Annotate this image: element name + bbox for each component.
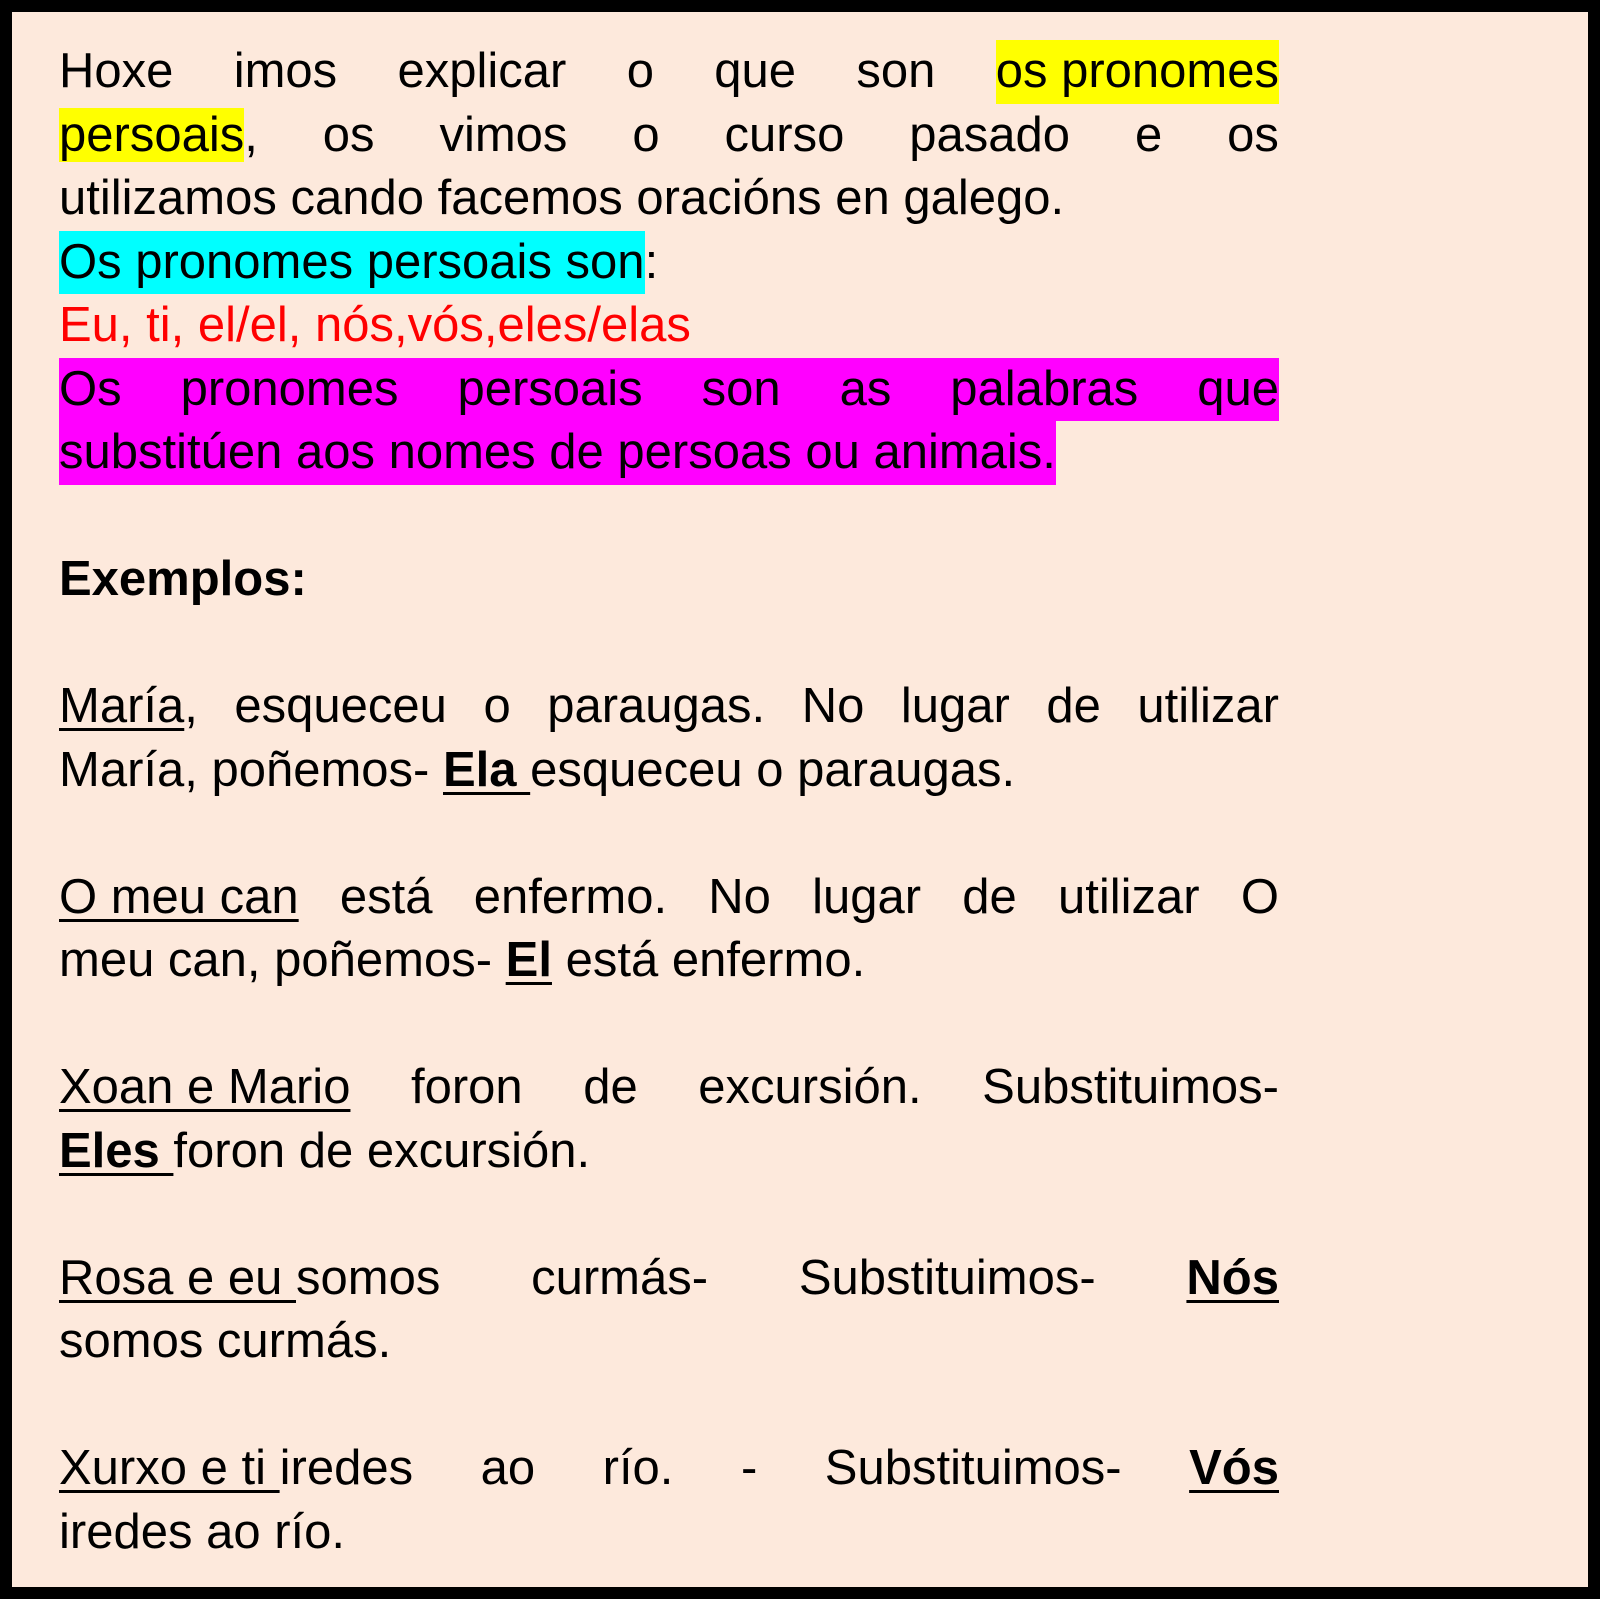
- example-5-line-2: iredes ao río.: [59, 1504, 345, 1559]
- document-body: [59, 40, 1279, 1564]
- pronoun-answer: Eles: [59, 1123, 174, 1178]
- pronoun-answer: Ela: [443, 742, 531, 797]
- example-1-line-2: María, poñemos- Ela esqueceu o paraugas.: [59, 739, 1279, 803]
- definition-line-1: Os pronomes persoais son as palabras que: [59, 358, 1279, 422]
- underlined-subject: O meu can: [59, 869, 299, 924]
- example-3-line-2: Eles foron de excursión.: [59, 1120, 1279, 1184]
- pronoun-answer: Nós: [1186, 1250, 1279, 1305]
- example-2-line-2: meu can, poñemos- El está enfermo.: [59, 929, 1279, 993]
- example-4-line-1: Rosa e eu somos curmás- Substituimos- Nós: [59, 1247, 1279, 1311]
- pronoun-answer: Vós: [1189, 1441, 1279, 1495]
- example-4-line-2: somos curmás.: [59, 1314, 392, 1368]
- word: o: [626, 44, 654, 98]
- example-3-line-1: Xoan e Mario foron de excursión. Substituimos-: [59, 1056, 1279, 1120]
- intro-line-2: persoais, os vimos o curso pasado e os: [59, 104, 1279, 168]
- word: os: [322, 107, 375, 162]
- word: imos: [233, 44, 338, 98]
- underlined-subject: Xurxo e ti: [59, 1441, 280, 1495]
- example-5-line-1: Xurxo e ti iredes ao río. - Substituimos- Vós: [59, 1437, 1279, 1501]
- intro-line-3: utilizamos cando facemos oracións en galego.: [59, 171, 1065, 225]
- highlight-yellow: persoais: [59, 107, 245, 162]
- word: e: [1134, 107, 1163, 162]
- word: os: [1227, 107, 1279, 162]
- list-heading-line: Os pronomes persoais son :: [59, 231, 1279, 295]
- word: vimos: [439, 107, 568, 162]
- underlined-subject: Rosa e eu: [59, 1250, 296, 1305]
- word: Hoxe: [59, 44, 174, 98]
- word: son: [856, 44, 936, 98]
- intro-line-1: [59, 40, 1279, 104]
- highlight-yellow: os pronomes: [996, 40, 1279, 104]
- underlined-subject: Xoan e Mario: [59, 1060, 351, 1114]
- pronoun-list: Eu, ti, el/el, nós,vós,eles/elas: [59, 298, 691, 352]
- example-2-line-1: O meu can está enfermo. No lugar de utilizar O: [59, 866, 1279, 930]
- underlined-subject: María: [59, 679, 185, 733]
- word: o: [632, 107, 660, 162]
- word: explicar: [397, 44, 567, 98]
- word: que: [714, 44, 797, 98]
- pronoun-answer: El: [505, 933, 552, 987]
- word: pasado: [909, 107, 1071, 162]
- word: curso: [724, 107, 845, 162]
- examples-heading: Exemplos:: [59, 552, 307, 606]
- highlight-magenta: substitúen aos nomes de persoas ou animais.: [59, 421, 1056, 485]
- highlight-cyan: Os pronomes persoais son: [59, 231, 645, 295]
- example-1-line-1: María, esqueceu o paraugas. No lugar de utilizar: [59, 679, 1279, 733]
- definition-line-2: [59, 421, 1279, 485]
